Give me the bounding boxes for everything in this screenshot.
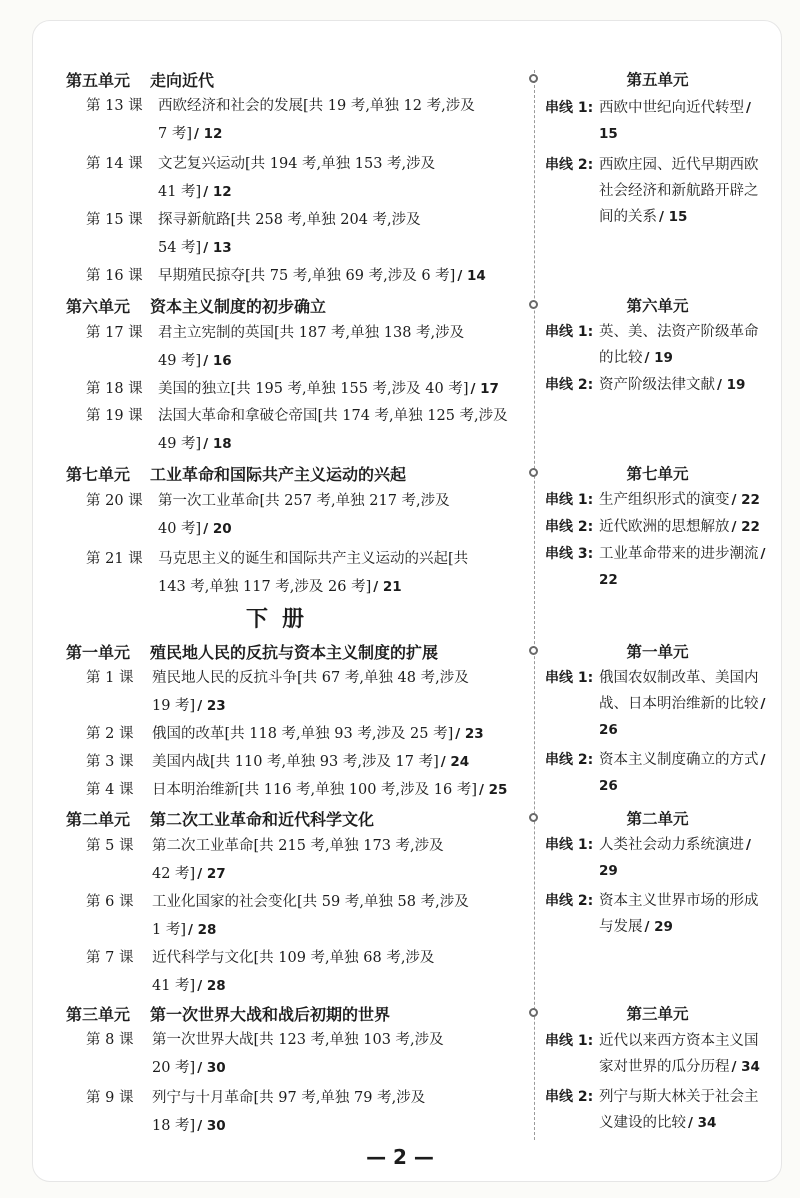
page-ref: / 30 <box>197 1060 226 1076</box>
page-ref: / 23 <box>455 726 484 742</box>
thread-unit-heading: 第二单元 <box>626 810 689 828</box>
lesson-title-line: 君主立宪制的英国[共 187 考,单独 138 考,涉及 <box>158 325 465 341</box>
bullet-dot-icon <box>529 468 538 477</box>
thread-text: 资本主义制度确立的方式 <box>599 752 759 768</box>
page-ref: / 12 <box>194 126 223 142</box>
thread-text: 西欧庄园、近代早期西欧社会经济和新航路开辟之间的关系 <box>599 157 759 225</box>
lesson-title-line: 马克思主义的诞生和国际共产主义运动的兴起[共 <box>158 551 469 567</box>
bullet-dot-icon <box>529 74 538 83</box>
page-ref: / 24 <box>440 754 470 770</box>
lesson-number: 第 8 课 <box>86 1032 134 1048</box>
thread-text: 生产组织形式的演变 <box>599 492 730 508</box>
thread-label: 串线 2: <box>545 752 594 768</box>
unit-title: 殖民地人民的反抗与资本主义制度的扩展 <box>150 643 439 662</box>
thread-label: 串线 3: <box>545 546 594 562</box>
thread-label: 串线 2: <box>545 893 594 909</box>
thread-label: 串线 1: <box>545 100 594 116</box>
lesson-title-line: 41 考] <box>152 978 196 994</box>
page-ref: / 16 <box>203 353 232 369</box>
page-ref: / 15 <box>659 209 688 225</box>
lesson-title-line: 西欧经济和社会的发展[共 19 考,单独 12 考,涉及 <box>158 98 475 114</box>
unit-label: 第六单元 <box>66 297 131 316</box>
lesson-title-line: 第二次工业革命[共 215 考,单独 173 考,涉及 <box>152 838 444 854</box>
page-ref: / 18 <box>203 436 232 452</box>
page-ref: / 26 <box>599 752 766 794</box>
lesson-title-line: 美国内战[共 110 考,单独 93 考,涉及 17 考] <box>152 754 439 770</box>
lesson-number: 第 3 课 <box>86 754 134 770</box>
unit-heading[interactable] <box>66 462 406 485</box>
thread-unit-heading: 第一单元 <box>626 643 689 661</box>
thread-label: 串线 2: <box>545 377 594 393</box>
lesson-number: 第 20 课 <box>86 493 143 509</box>
page-ref: / 15 <box>599 100 751 142</box>
bullet-dot-icon <box>529 300 538 309</box>
unit-heading[interactable] <box>66 68 214 91</box>
unit-heading[interactable] <box>66 807 374 830</box>
page-ref: / 14 <box>457 268 486 284</box>
lesson-title-line: 列宁与十月革命[共 97 考,单独 79 考,涉及 <box>152 1090 426 1106</box>
page-ref: / 28 <box>188 922 217 938</box>
thread-text: 英、美、法资产阶级革命的比较 <box>599 324 759 366</box>
lesson-title-line: 40 考] <box>158 521 202 537</box>
lesson-number: 第 4 课 <box>86 782 134 798</box>
bullet-dot-icon <box>529 646 538 655</box>
unit-title: 资本主义制度的初步确立 <box>150 297 327 316</box>
lesson-number: 第 14 课 <box>86 156 143 172</box>
thread-unit-heading: 第七单元 <box>626 465 689 483</box>
page-ref: / 17 <box>470 381 499 397</box>
page-ref: / 12 <box>203 184 232 200</box>
page-ref: / 22 <box>731 492 760 508</box>
lesson-number: 第 6 课 <box>86 894 134 910</box>
lesson-title-line: 42 考] <box>152 866 196 882</box>
bullet-dot-icon <box>529 1008 538 1017</box>
lesson-title-line: 41 考] <box>158 184 202 200</box>
thread-text: 人类社会动力系统演进 <box>599 837 744 853</box>
page-ref: / 25 <box>479 782 508 798</box>
page-ref: / 13 <box>203 240 232 256</box>
lesson-number: 第 13 课 <box>86 98 143 114</box>
thread-text: 近代以来西方资本主义国家对世界的瓜分历程 <box>599 1033 759 1075</box>
lesson-title-line: 殖民地人民的反抗斗争[共 67 考,单独 48 考,涉及 <box>152 670 469 686</box>
unit-label: 第七单元 <box>66 465 131 484</box>
column-divider <box>534 70 535 1140</box>
thread-label: 串线 1: <box>545 324 594 340</box>
thread-label: 串线 2: <box>545 1089 594 1105</box>
thread-label: 串线 1: <box>545 492 594 508</box>
lesson-title-line: 20 考] <box>152 1060 196 1076</box>
page-ref: / 29 <box>599 837 751 879</box>
lesson-title-line: 143 考,单独 117 考,涉及 26 考] <box>158 579 372 595</box>
thread-text: 资产阶级法律文献 <box>599 377 715 393</box>
unit-title: 工业革命和国际共产主义运动的兴起 <box>150 465 407 484</box>
lesson-title-line: 早期殖民掠夺[共 75 考,单独 69 考,涉及 6 考] <box>158 268 456 284</box>
lesson-title-line: 49 考] <box>158 353 202 369</box>
page-ref: / 28 <box>197 978 226 994</box>
volume-title: 下册 <box>246 606 319 632</box>
page-ref: / 22 <box>731 519 760 535</box>
unit-title: 第一次世界大战和战后初期的世界 <box>150 1005 391 1024</box>
lesson-number: 第 9 课 <box>86 1090 134 1106</box>
page-ref: / 23 <box>197 698 226 714</box>
page-ref: / 22 <box>599 546 766 588</box>
lesson-title-line: 19 考] <box>152 698 196 714</box>
page-ref: / 19 <box>644 350 673 366</box>
page-number: — 2 — <box>366 1145 434 1169</box>
lesson-number: 第 21 课 <box>86 551 143 567</box>
lesson-title-line: 第一次工业革命[共 257 考,单独 217 考,涉及 <box>158 493 450 509</box>
page-ref: / 26 <box>599 696 766 738</box>
thread-unit-heading: 第三单元 <box>626 1005 689 1023</box>
thread-unit-heading: 第六单元 <box>626 297 689 315</box>
page-ref: / 34 <box>688 1115 717 1131</box>
lesson-title-line: 18 考] <box>152 1118 196 1134</box>
page-ref: / 20 <box>203 521 232 537</box>
thread-text: 近代欧洲的思想解放 <box>599 519 730 535</box>
thread-label: 串线 1: <box>545 1033 594 1049</box>
thread-unit-heading: 第五单元 <box>626 71 689 89</box>
lesson-title-line: 法国大革命和拿破仑帝国[共 174 考,单独 125 考,涉及 <box>158 408 508 424</box>
thread-text: 资本主义世界市场的形成与发展 <box>599 893 759 935</box>
lesson-number: 第 2 课 <box>86 726 134 742</box>
thread-text: 西欧中世纪向近代转型 <box>599 100 744 116</box>
unit-heading[interactable] <box>66 294 326 317</box>
lesson-title-line: 49 考] <box>158 436 202 452</box>
page-ref: / 34 <box>731 1059 760 1075</box>
unit-heading[interactable] <box>66 1002 390 1025</box>
unit-title: 第二次工业革命和近代科学文化 <box>150 810 375 829</box>
thread-label: 串线 2: <box>545 519 594 535</box>
page-ref: / 21 <box>373 579 402 595</box>
lesson-title-line: 1 考] <box>152 922 186 938</box>
lesson-title-line: 探寻新航路[共 258 考,单独 204 考,涉及 <box>158 212 421 228</box>
lesson-title-line: 7 考] <box>158 126 192 142</box>
lesson-title-line: 美国的独立[共 195 考,单独 155 考,涉及 40 考] <box>158 381 469 397</box>
thread-label: 串线 1: <box>545 837 594 853</box>
page-ref: / 19 <box>717 377 746 393</box>
lesson-number: 第 1 课 <box>86 670 134 686</box>
unit-label: 第二单元 <box>66 810 131 829</box>
thread-text: 俄国农奴制改革、美国内战、日本明治维新的比较 <box>599 670 759 712</box>
page-ref: / 30 <box>197 1118 226 1134</box>
lesson-title-line: 第一次世界大战[共 123 考,单独 103 考,涉及 <box>152 1032 444 1048</box>
lesson-number: 第 7 课 <box>86 950 134 966</box>
lesson-title-line: 54 考] <box>158 240 202 256</box>
unit-label: 第三单元 <box>66 1005 131 1024</box>
unit-label: 第一单元 <box>66 643 131 662</box>
lesson-title-line: 近代科学与文化[共 109 考,单独 68 考,涉及 <box>152 950 435 966</box>
lesson-number: 第 18 课 <box>86 381 143 397</box>
thread-text: 工业革命带来的进步潮流 <box>599 546 759 562</box>
page-ref: / 29 <box>644 919 673 935</box>
lesson-number: 第 15 课 <box>86 212 143 228</box>
lesson-title-line: 工业化国家的社会变化[共 59 考,单独 58 考,涉及 <box>152 894 469 910</box>
unit-label: 第五单元 <box>66 71 131 90</box>
thread-text: 列宁与斯大林关于社会主义建设的比较 <box>599 1089 759 1131</box>
bullet-dot-icon <box>529 813 538 822</box>
lesson-number: 第 17 课 <box>86 325 143 341</box>
thread-label: 串线 1: <box>545 670 594 686</box>
lesson-title-line: 日本明治维新[共 116 考,单独 100 考,涉及 16 考] <box>152 782 477 798</box>
unit-title: 走向近代 <box>150 71 215 90</box>
lesson-number: 第 5 课 <box>86 838 134 854</box>
lesson-number: 第 16 课 <box>86 268 143 284</box>
unit-heading[interactable] <box>66 640 438 663</box>
thread-label: 串线 2: <box>545 157 594 173</box>
lesson-number: 第 19 课 <box>86 408 143 424</box>
page-ref: / 27 <box>197 866 226 882</box>
lesson-title-line: 文艺复兴运动[共 194 考,单独 153 考,涉及 <box>158 156 436 172</box>
lesson-title-line: 俄国的改革[共 118 考,单独 93 考,涉及 25 考] <box>152 726 454 742</box>
